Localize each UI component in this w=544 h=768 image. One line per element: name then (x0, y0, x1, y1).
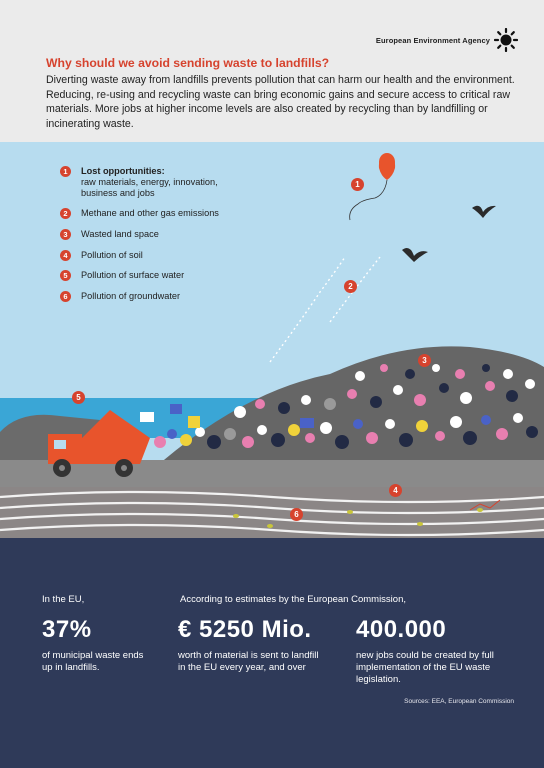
stat-jobs-desc-3: legislation. (356, 674, 401, 685)
legend-text: Pollution of surface water (81, 270, 185, 280)
stat-landfill-desc-1: of municipal waste ends (42, 650, 144, 661)
stat-landfill-share: 37% (42, 616, 92, 643)
marker-5: 5 (72, 391, 85, 404)
legend-badge: 2 (60, 208, 71, 219)
landfill-illustration (0, 142, 544, 538)
stat-jobs-desc-2: implementation of the EU waste (356, 662, 491, 673)
marker-2: 2 (344, 280, 357, 293)
sources-note: Sources: EEA, European Commission (404, 698, 514, 705)
stat-material-desc-2: in the EU every year, and over (178, 662, 306, 673)
commission-intro: According to estimates by the European Commission, (180, 594, 406, 605)
legend-badge: 4 (60, 250, 71, 261)
legend-text: Wasted land space (81, 229, 159, 239)
legend-item-6 (60, 291, 180, 302)
eea-logo (376, 28, 518, 52)
landfill-scene-svg (0, 142, 544, 538)
logo-text: European Environment Agency (375, 35, 490, 45)
legend-badge: 6 (60, 291, 71, 302)
legend-item-5 (60, 270, 184, 281)
legend-item-1 (60, 166, 241, 199)
marker-3: 3 (418, 354, 431, 367)
legend-badge: 1 (60, 166, 71, 177)
legend-text: Pollution of groundwater (81, 291, 181, 301)
stat-jobs-desc-1: new jobs could be created by full (356, 650, 494, 661)
headline-question: Why should we avoid sending waste to landfills? (46, 56, 330, 70)
intro-paragraph: Diverting waste away from landfills prevents pollution that can harm our health and the environment. Reducing, re-using and recycling waste can bring economic gains and secure access to critical raw materials. More jobs at higher income levels are also created by recycling than by landfilling or incinerating waste. (46, 74, 515, 130)
stat-jobs: 400.000 (356, 616, 447, 643)
eu-intro: In the EU, (42, 594, 85, 605)
legend-badge: 5 (60, 270, 71, 281)
eea-sun-icon (494, 28, 518, 52)
stat-material-value: € 5250 Mio. (178, 616, 312, 643)
header-panel (0, 0, 544, 142)
legend-text: Methane and other gas emissions (81, 208, 219, 218)
stat-material-desc-1: worth of material is sent to landfill (178, 650, 319, 661)
marker-1: 1 (351, 178, 364, 191)
legend-item-4 (60, 250, 143, 261)
legend-text: raw materials, energy, innovation, business and jobs (81, 177, 218, 198)
legend-text: Pollution of soil (81, 250, 143, 260)
stat-landfill-desc-2: up in landfills. (42, 662, 100, 673)
legend-item-2 (60, 208, 219, 219)
stats-panel (0, 538, 544, 768)
legend-title: Lost opportunities: (81, 166, 165, 176)
marker-4: 4 (389, 484, 402, 497)
marker-6: 6 (290, 508, 303, 521)
legend-badge: 3 (60, 229, 71, 240)
legend-item-3 (60, 229, 159, 240)
